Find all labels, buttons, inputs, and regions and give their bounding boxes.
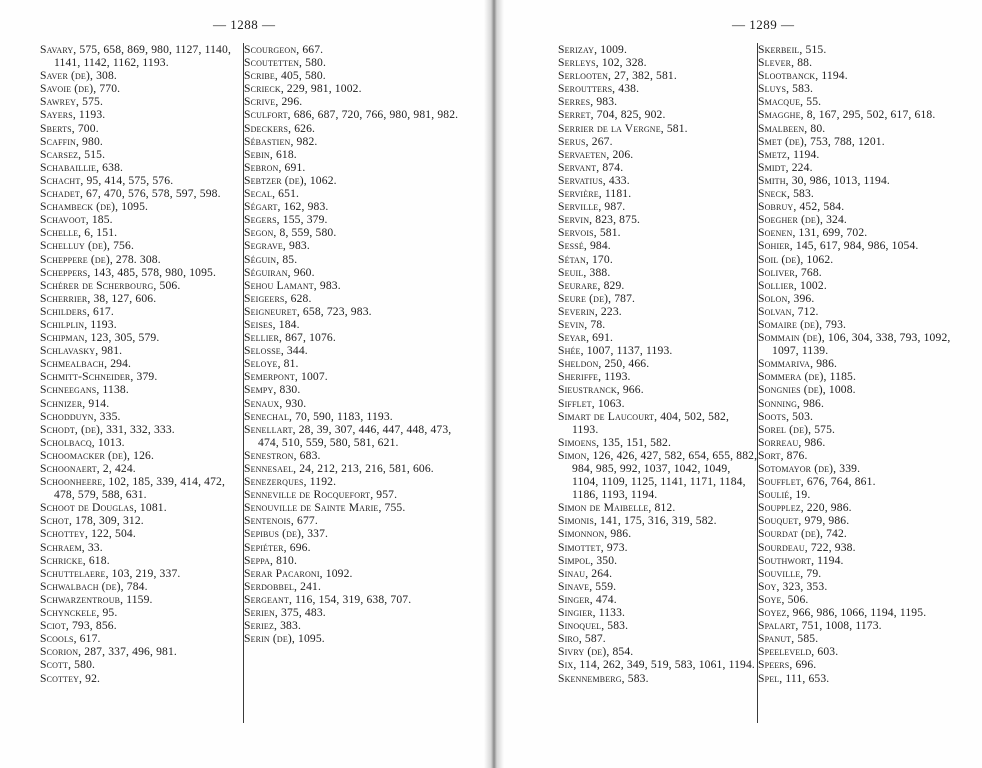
index-entry: Simottet, 973. [558, 540, 628, 554]
index-entry: Schelluy (de), 756. [40, 239, 134, 253]
index-entry: Scarsez, 515. [40, 147, 106, 161]
index-entry: Schavoot, 185. [40, 213, 113, 227]
index-entry: Seyar, 691. [558, 331, 614, 345]
index-entry: Sébastien, 982. [244, 134, 318, 148]
left-page [0, 0, 488, 768]
index-entry: Séguiran, 960. [244, 265, 315, 279]
index-entry: Senestron, 683. [244, 448, 321, 462]
index-entry: Somaire (de), 793. [758, 317, 847, 331]
index-entry: Scools, 617. [40, 632, 101, 646]
index-entry: Serus, 267. [558, 134, 613, 148]
index-entry: Scottey, 92. [40, 671, 101, 685]
index-entry: Sinave, 559. [558, 579, 617, 593]
index-entry: Serrier de la Vergne, 581. [558, 121, 688, 135]
index-entry: Sepiéter, 696. [244, 540, 311, 554]
index-entry: Smet (de), 753, 788, 1201. [758, 134, 885, 148]
index-entry: Sluys, 583. [758, 82, 814, 96]
index-entry: Six, 114, 262, 349, 519, 583, 1061, 1194. [558, 658, 755, 672]
index-entry: Soufflet, 676, 764, 861. [758, 475, 876, 489]
index-entry: Seurare, 829. [558, 278, 625, 292]
index-entry: Soye, 506. [758, 592, 809, 606]
index-entry: Solon, 396. [758, 291, 815, 305]
index-entry: Serien, 375, 483. [244, 606, 326, 620]
index-entry: Serizay, 1009. [558, 43, 628, 56]
index-entry: Séguin, 85. [244, 252, 298, 266]
index-entry: Schwarzentroub, 1159. [40, 592, 153, 606]
index-entry: Soil (de), 1062. [758, 252, 834, 266]
index-entry: Souquet, 979, 986. [758, 514, 850, 528]
index-entry: Soenen, 131, 699, 702. [758, 226, 868, 240]
index-entry: Schelle, 6, 151. [40, 226, 118, 240]
index-entry: Serville, 987. [558, 200, 626, 214]
index-entry: Sourdat (de), 742. [758, 527, 847, 541]
index-entry: Soy, 323, 353. [758, 579, 828, 593]
index-entry: Schoot de Douglas, 1081. [40, 501, 167, 515]
index-entry: Speeleveld, 603. [758, 645, 839, 659]
index-entry: Schot, 178, 309, 312. [40, 514, 144, 528]
index-entry: Simonis, 141, 175, 316, 319, 582. [558, 514, 717, 528]
index-entry: Ségart, 162, 983. [244, 200, 329, 214]
index-entry: Seroutters, 438. [558, 82, 640, 96]
index-entry: Sohier, 145, 617, 984, 986, 1054. [758, 239, 919, 253]
index-entry: Schambeck (de), 1095. [40, 200, 149, 214]
index-entry: Senezerques, 1192. [244, 475, 337, 489]
index-entry: Serlooten, 27, 382, 581. [558, 69, 677, 83]
index-entry: Smith, 30, 986, 1013, 1194. [758, 173, 890, 187]
index-entry: Sheriffe, 1193. [558, 370, 631, 384]
index-entry: Sivry (de), 854. [558, 645, 634, 659]
index-entry: Scholbacq, 1013. [40, 435, 125, 449]
index-entry: Singer, 474. [558, 592, 617, 606]
index-entry: Sepibus (de), 337. [244, 527, 329, 541]
index-entry: Schraem, 33. [40, 540, 103, 554]
index-entry: Sneck, 583. [758, 187, 814, 201]
index-entry: Schynckele, 95. [40, 606, 118, 620]
index-entry: Scribe, 405, 580. [244, 69, 326, 83]
index-entry: Schlavasky, 981. [40, 344, 123, 358]
index-entry: Slever, 88. [758, 56, 813, 70]
index-entry: Solvan, 712. [758, 304, 819, 318]
index-entry: Soliver, 768. [758, 265, 822, 279]
index-entry: Schadet, 67, 470, 576, 578, 597, 598. [40, 187, 221, 201]
right-column-b [758, 43, 970, 685]
index-entry: Sort, 876. [758, 448, 808, 462]
index-entry: Seigeers, 628. [244, 291, 312, 305]
index-entry: Schoonheere, 102, 185, 339, 414, 472, 478, 579, 588, 631. [40, 475, 226, 502]
index-entry: Sessé, 984. [558, 239, 611, 253]
index-entry: Sawrey, 575. [40, 95, 104, 109]
left-column-a [40, 43, 245, 685]
index-entry: Shée, 1007, 1137, 1193. [558, 344, 673, 358]
index-entry: Simoens, 135, 151, 582. [558, 435, 672, 449]
index-entry: Sberts, 700. [40, 121, 99, 135]
index-entry: Schoonaert, 2, 424. [40, 462, 136, 475]
index-entry: Sebtzer (de), 1062. [244, 173, 337, 187]
index-entry: Scrieck, 229, 981, 1002. [244, 82, 362, 96]
index-entry: Skennemberg, 583. [558, 671, 649, 685]
index-entry: Sorel (de), 575. [758, 422, 836, 436]
index-entry: Scorion, 287, 337, 496, 981. [40, 645, 177, 659]
index-entry: Smagghe, 8, 167, 295, 502, 617, 618. [758, 108, 936, 122]
index-entry: Simon, 126, 426, 427, 582, 654, 655, 882, 984, 985, 992, 1037, 1042, 1049, 1104, 1109, 1125, 1141, 1171, 1184, 1186, 1193, 1194. [558, 448, 758, 502]
index-entry: Segers, 155, 379. [244, 213, 328, 227]
index-entry: Serret, 704, 825, 902. [558, 108, 666, 122]
index-entry: Soegher (de), 324. [758, 213, 847, 227]
index-entry: Schérer de Scherbourg, 506. [40, 278, 181, 292]
index-entry: Schnizer, 914. [40, 396, 110, 410]
index-entry: Schwalbach (de), 784. [40, 579, 148, 593]
index-entry: Seigneuret, 658, 723, 983. [244, 304, 372, 318]
index-entry: Smidt, 224. [758, 160, 813, 174]
index-entry: Serdobbel, 241. [244, 579, 322, 593]
index-entry: Servin, 823, 875. [558, 213, 641, 227]
index-entry: Sollier, 1002. [758, 278, 827, 292]
index-entry: Sinau, 264. [558, 566, 613, 580]
index-entry: Soulié, 19. [758, 488, 811, 502]
index-entry: Servatius, 433. [558, 173, 630, 187]
index-entry: Singier, 1133. [558, 606, 626, 620]
index-entry: Selosse, 344. [244, 344, 308, 358]
index-entry: Soupplez, 220, 986. [758, 501, 852, 515]
index-entry: Servois, 581. [558, 226, 621, 240]
index-entry: Sentenois, 677. [244, 514, 318, 528]
index-entry: Serleys, 102, 328. [558, 56, 647, 70]
index-entry: Schilplin, 1193. [40, 317, 117, 331]
index-entry: Saver (de), 308. [40, 69, 117, 83]
index-entry: Sinoquel, 583. [558, 619, 629, 633]
index-entry: Sdeckers, 626. [244, 121, 316, 135]
index-entry: Songnies (de), 1008. [758, 383, 856, 397]
index-entry: Segrave, 983. [244, 239, 310, 253]
index-entry: Scherrier, 38, 127, 606. [40, 291, 157, 305]
index-entry: Spalart, 751, 1008, 1173. [758, 619, 882, 633]
index-entry: Serar Pacaroni, 1092. [244, 566, 353, 580]
index-entry: Siro, 587. [558, 632, 606, 646]
index-entry: Senechal, 70, 590, 1183, 1193. [244, 409, 393, 423]
index-entry: Sayers, 1193. [40, 108, 106, 122]
index-entry: Seuil, 388. [558, 265, 611, 279]
index-entry: Servière, 1181. [558, 187, 632, 201]
index-entry: Sheldon, 250, 466. [558, 357, 650, 371]
index-entry: Segon, 8, 559, 580. [244, 226, 337, 240]
index-entry: Speers, 696. [758, 658, 817, 672]
index-entry: Schilders, 617. [40, 304, 114, 318]
index-entry: Schmealbach, 294. [40, 357, 132, 371]
index-entry: Senaux, 930. [244, 396, 307, 410]
left-column-b [244, 43, 459, 645]
index-entry: Savary, 575, 658, 869, 980, 1127, 1140, 1141, 1142, 1162, 1193. [40, 43, 231, 70]
index-entry: Soots, 503. [758, 409, 814, 423]
index-entry: Smacque, 55. [758, 95, 822, 109]
index-entry: Sevin, 78. [558, 317, 606, 331]
index-entry: Sellier, 867, 1076. [244, 331, 336, 345]
index-entry: Seises, 184. [244, 317, 300, 331]
index-entry: Seure (de), 787. [558, 291, 636, 305]
index-entry: Sieustranck, 966. [558, 383, 644, 397]
index-entry: Senellart, 28, 39, 307, 446, 447, 448, 473, 474, 510, 559, 580, 581, 621. [244, 422, 452, 449]
index-entry: Scrive, 296. [244, 95, 303, 109]
index-entry: Sebin, 618. [244, 147, 297, 161]
right-page-number: — 1289 — [732, 17, 795, 32]
index-entry: Sommain (de), 106, 304, 338, 793, 1092, 1097, 1139. [758, 331, 951, 358]
left-page-number: — 1288 — [213, 17, 276, 32]
index-entry: Souville, 79. [758, 566, 822, 580]
index-entry: Sciot, 793, 856. [40, 619, 117, 633]
index-entry: Seriez, 383. [244, 619, 301, 633]
index-entry: Schuttelaere, 103, 219, 337. [40, 566, 181, 580]
index-entry: Secal, 651. [244, 187, 300, 201]
index-entry: Skerbeil, 515. [758, 43, 827, 56]
index-entry: Schmitt-Schneider, 379. [40, 370, 158, 384]
index-entry: Sonning, 986. [758, 396, 825, 410]
index-entry: Senneville de Rocquefort, 957. [244, 488, 398, 502]
index-entry: Simart de Laucourt, 404, 502, 582, 1193. [558, 409, 730, 436]
index-entry: Spel, 111, 653. [758, 671, 830, 685]
index-entry: Senouville de Sainte Marie, 755. [244, 501, 406, 515]
index-entry: Sétan, 170. [558, 252, 613, 266]
index-entry: Sergeant, 116, 154, 319, 638, 707. [244, 592, 412, 606]
index-entry: Schoomacker (de), 126. [40, 448, 155, 462]
index-entry: Sebron, 691. [244, 160, 306, 174]
index-entry: Schottey, 122, 504. [40, 527, 136, 541]
index-entry: Seppa, 810. [244, 553, 298, 567]
index-entry: Schacht, 95, 414, 575, 576. [40, 173, 174, 187]
index-entry: Sempy, 830. [244, 383, 301, 397]
index-entry: Slootbanck, 1194. [758, 69, 848, 83]
index-entry: Smalbeen, 80. [758, 121, 826, 135]
index-entry: Servant, 874. [558, 160, 624, 174]
index-entry: Scaffin, 980. [40, 134, 103, 148]
index-entry: Sommariva, 986. [758, 357, 838, 371]
index-entry: Sommera (de), 1185. [758, 370, 857, 384]
index-entry: Sehou Lamant, 983. [244, 278, 341, 292]
right-column-a [558, 43, 758, 685]
index-entry: Scheppers, 143, 485, 578, 980, 1095. [40, 265, 217, 279]
index-entry: Semerpont, 1007. [244, 370, 328, 384]
index-entry: Sennesael, 24, 212, 213, 216, 581, 606. [244, 462, 434, 475]
index-entry: Simon de Maibelle, 812. [558, 501, 676, 515]
index-entry: Spanut, 585. [758, 632, 819, 646]
index-entry: Scott, 580. [40, 658, 96, 672]
index-entry: Schneegans, 1138. [40, 383, 129, 397]
index-entry: Soyez, 966, 986, 1066, 1194, 1195. [758, 606, 927, 620]
index-entry: Sotomayor (de), 339. [758, 462, 861, 475]
index-entry: Schodt, (de), 331, 332, 333. [40, 422, 175, 436]
index-entry: Serres, 983. [558, 95, 618, 109]
index-entry: Sourdeau, 722, 938. [758, 540, 856, 554]
index-entry: Southwort, 1194. [758, 553, 844, 567]
index-entry: Schabaillie, 638. [40, 160, 124, 174]
index-entry: Seloye, 81. [244, 357, 299, 371]
index-entry: Savoie (de), 770. [40, 82, 121, 96]
index-entry: Sculfort, 686, 687, 720, 766, 980, 981, 982. [244, 108, 459, 122]
index-entry: Scoutetten, 580. [244, 56, 327, 70]
index-entry: Sifflet, 1063. [558, 396, 625, 410]
index-entry: Simpol, 350. [558, 553, 618, 567]
index-entry: Smetz, 1194. [758, 147, 820, 161]
index-entry: Scheppere (de), 278. 308. [40, 252, 161, 266]
index-entry: Schodduyn, 335. [40, 409, 121, 423]
index-entry: Scourgeon, 667. [244, 43, 324, 56]
right-page [500, 0, 982, 768]
index-entry: Servaeten, 206. [558, 147, 634, 161]
index-entry: Schipman, 123, 305, 579. [40, 331, 160, 345]
index-entry: Sobruy, 452, 584. [758, 200, 845, 214]
index-entry: Schricke, 618. [40, 553, 110, 567]
index-entry: Simonnon, 986. [558, 527, 632, 541]
index-entry: Sorreau, 986. [758, 435, 826, 449]
index-entry: Severin, 223. [558, 304, 622, 318]
index-entry: Serin (de), 1095. [244, 632, 325, 646]
